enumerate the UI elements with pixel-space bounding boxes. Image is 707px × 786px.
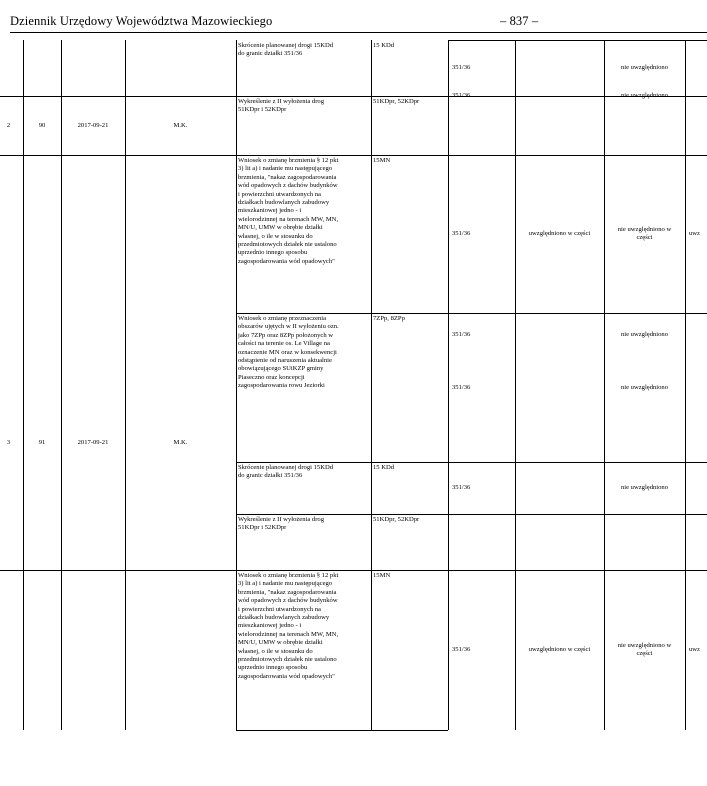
table-column-line	[236, 40, 237, 730]
journal-title: Dziennik Urzędowy Województwa Mazowieckiego	[10, 14, 273, 28]
cell-status-c: uwz	[689, 646, 700, 653]
cell-number: 90	[38, 122, 46, 129]
header-rule	[10, 32, 707, 33]
table-column-line	[61, 40, 62, 730]
cell-status-a: uwzględniono w części	[528, 230, 591, 237]
cell-zone: 51KDpr, 52KDpr	[373, 516, 420, 523]
cell-number: 91	[38, 439, 46, 446]
cell-zone: 51KDpr, 52KDpr	[373, 98, 420, 105]
cell-zone: 15 KDd	[373, 464, 395, 471]
table-bottom-line	[236, 730, 448, 731]
cell-status-b: nie uwzględniono	[620, 484, 669, 491]
cell-date: 2017-09-21	[77, 122, 109, 129]
cell-status-a: uwzględniono w części	[528, 646, 591, 653]
cell-plot: 351/36	[452, 64, 471, 71]
table-row-line	[0, 155, 707, 156]
cell-plot: 351/36	[452, 484, 471, 491]
cell-description: Wniosek o zmianę brzmienia § 12 pkt 3) lit a) i nadanie mu następującego brzmienia, "nakaz zagospodarowania wód opadowych z dachów budynków i powierzchni utwardzonych na działkach budowlanych zabudowy mieszkaniowej jedno - i wielorodzinnej na terenach MW, MN, MN/U, UMW w obrębie działki własnej, o ile w stosunku do przedmiotowych działek nie ustalono uprzednio innego sposobu zagospodarowania wód opadowych"	[238, 572, 339, 680]
cell-status-b: nie uwzględniono	[620, 92, 669, 99]
cell-plot: 351/36	[452, 230, 471, 237]
cell-zone: 7ZPp, 8ZPp	[373, 315, 405, 322]
cell-description: Skrócenie planowanej drogi 15KDd do granic działki 351/36	[238, 464, 334, 480]
cell-zone: 15MN	[373, 157, 391, 164]
table-subrow-line	[236, 514, 707, 515]
cell-status-b: nie uwzględniono	[620, 331, 669, 338]
page-number: – 837 –	[500, 14, 539, 28]
cell-description: Wykreślenie z II wyłożenia drog 51KDpr i 52KDpr	[238, 98, 325, 114]
cell-lp: 2	[6, 122, 11, 129]
cell-zone: 15 KDd	[373, 42, 395, 49]
cell-lp: 3	[6, 439, 11, 446]
cell-plot: 351/36	[452, 331, 471, 338]
cell-plot: 351/36	[452, 384, 471, 391]
cell-status-c: uwz	[689, 230, 700, 237]
cell-description: Skrócenie planowanej drogi 15KDd do granic działki 351/36	[238, 42, 334, 58]
cell-plot: 351/36	[452, 646, 471, 653]
cell-name: M.K.	[173, 122, 188, 129]
table-row-line	[0, 570, 707, 571]
cell-status-b: nie uwzględniono	[620, 384, 669, 391]
cell-name: M.K.	[173, 439, 188, 446]
cell-description: Wniosek o zmianę brzmienia § 12 pkt 3) lit a) i nadanie mu następującego brzmienia, "nakaz zagospodarowania wód opadowych z dachów budynków i powierzchni utwardzonych na działkach budowlanych zabudowy mieszkaniowej jedno - i wielorodzinnej na terenach MW, MN, MN/U, UMW w obrębie działki własnej, o ile w stosunku do przedmiotowych działek nie ustalono uprzednio innego sposobu zagospodarowania wód opadowych"	[238, 157, 339, 265]
cell-date: 2017-09-21	[77, 439, 109, 446]
cell-zone: 15MN	[373, 572, 391, 579]
cell-description: Wykreślenie z II wyłożenia drog 51KDpr i 52KDpr	[238, 516, 325, 532]
table-subrow-line	[236, 313, 707, 314]
cell-plot: 351/36	[452, 92, 471, 99]
cell-description: Wniosek o zmianę przeznaczenia obszarów ujętych w II wyłożeniu ozn. jako 7ZPp oraz 8ZPp położonych w całości na terenie os. Le Village na oznaczenie MN oraz w konsekwencji odstąpienie od naruszenia aktualnie obowiązującego SUiKZP gminy Piaseczno oraz koncepcji zagospodarowania rowu Jeziorki	[238, 315, 339, 390]
table-column-line	[448, 40, 449, 730]
cell-status-b: nie uwzględniono w części	[617, 642, 672, 658]
table-subrow-line	[236, 462, 707, 463]
table-column-line	[23, 40, 24, 730]
table-column-line	[371, 40, 372, 730]
cell-status-b: nie uwzględniono w części	[617, 226, 672, 242]
table-column-line	[515, 40, 516, 730]
table-column-line	[125, 40, 126, 730]
cell-status-b: nie uwzględniono	[620, 64, 669, 71]
table-top-line	[448, 40, 707, 41]
table-column-line	[685, 40, 686, 730]
